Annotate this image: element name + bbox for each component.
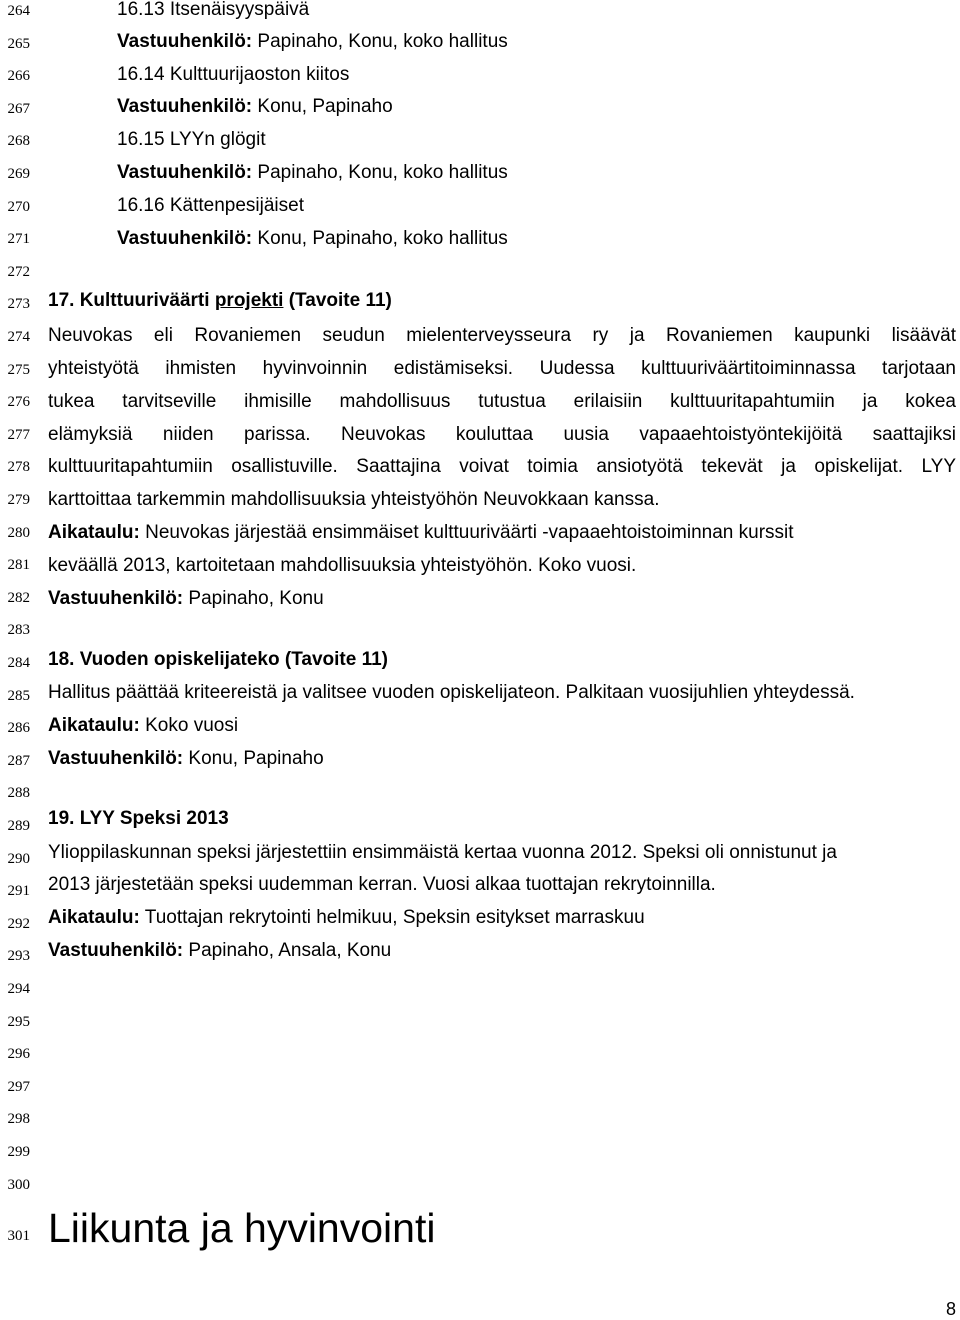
line-number: 284 — [7, 655, 30, 671]
line-number: 268 — [7, 133, 30, 150]
section-19-paragraph-line: Ylioppilaskunnan speksi järjestettiin ensimmäistä kertaa vuonna 2012. Speksi oli onnistunut ja — [48, 842, 837, 863]
item-16-14-title: 16.14 Kulttuurijaoston kiitos — [117, 64, 350, 85]
line-number: 276 — [7, 394, 30, 411]
line-number: 295 — [7, 1013, 30, 1030]
responsible-label: Vastuuhenkilö: — [117, 31, 253, 52]
line-number: 294 — [7, 981, 30, 997]
schedule-label: Aikataulu: — [48, 715, 140, 736]
schedule-label: Aikataulu: — [48, 907, 140, 928]
item-16-14-responsible — [117, 95, 393, 119]
line-number: 300 — [7, 1176, 30, 1193]
responsible-label: Vastuuhenkilö: — [117, 162, 253, 183]
line-number: 280 — [7, 524, 30, 541]
line-number: 301 — [7, 1228, 30, 1244]
section-17-paragraph-line: elämyksiä niiden parissa. Neuvokas kouluttaa uusia vapaaehtoistyöntekijöitä saattajiksi — [48, 424, 956, 445]
section-18-responsible: Vastuuhenkilö: Konu, Papinaho — [48, 748, 324, 769]
responsible-label: Vastuuhenkilö: — [48, 588, 184, 609]
line-number: 275 — [7, 361, 30, 378]
section-19-schedule: Aikataulu: Tuottajan rekrytointi helmikuu, Speksin esitykset marraskuu — [48, 907, 645, 928]
responsible-label: Vastuuhenkilö: — [117, 96, 253, 117]
line-number: 279 — [7, 492, 30, 508]
line-number: 277 — [7, 426, 30, 443]
section-19-heading: 19. LYY Speksi 2013 — [48, 808, 229, 829]
section-19-responsible: Vastuuhenkilö: Papinaho, Ansala, Konu — [48, 940, 392, 961]
line-number: 269 — [7, 166, 30, 182]
section-18-paragraph: Hallitus päättää kriteereistä ja valitsee vuoden opiskelijateon. Palkitaan vuosijuhlien yhteydessä. — [48, 682, 855, 703]
line-number: 296 — [7, 1046, 30, 1063]
line-number: 278 — [7, 459, 30, 476]
line-number: 297 — [7, 1078, 30, 1095]
line-number: 289 — [7, 818, 30, 834]
section-17-paragraph-line: tukea tarvitseville ihmisille mahdollisuus tutustua erilaisiin kulttuuritapahtumiin ja kokea — [48, 391, 956, 412]
line-number: 282 — [7, 589, 30, 606]
section-18-heading: 18. Vuoden opiskelijateko (Tavoite 11) — [48, 649, 388, 670]
responsible-names: Konu, Papinaho, koko hallitus — [252, 228, 508, 249]
item-16-16-responsible — [117, 227, 508, 251]
section-17-schedule: Aikataulu: Neuvokas järjestää ensimmäiset kulttuuriväärti -vapaaehtoistoiminnan kurssit — [48, 522, 794, 543]
line-number: 273 — [7, 296, 30, 313]
section-17-paragraph-line: kulttuuritapahtumiin osallistuville. Saattajina voivat toimia ansiotyötä tekevät ja opiskelijat. LYY — [48, 456, 956, 477]
line-number: 272 — [7, 263, 30, 280]
section-17-schedule-cont: keväällä 2013, kartoitetaan mahdollisuuksia yhteistyöhön. Koko vuosi. — [48, 555, 637, 576]
chapter-heading: Liikunta ja hyvinvointi — [48, 1205, 436, 1251]
line-number: 299 — [7, 1144, 30, 1160]
line-number: 267 — [7, 100, 30, 117]
line-number: 285 — [7, 687, 30, 704]
responsible-label: Vastuuhenkilö: — [48, 940, 184, 961]
section-19-paragraph-line: 2013 järjestetään speksi uudemman kerran. Vuosi alkaa tuottajan rekrytoinnilla. — [48, 874, 716, 895]
line-number: 274 — [7, 329, 30, 345]
item-16-15-title: 16.15 LYYn glögit — [117, 129, 266, 150]
line-number: 271 — [7, 231, 30, 248]
item-16-15-responsible — [117, 161, 508, 185]
section-17-heading: 17. Kulttuuriväärti projekti (Tavoite 11) — [48, 290, 392, 311]
line-number: 291 — [7, 883, 30, 900]
line-number: 265 — [7, 35, 30, 52]
section-17-paragraph-line: Neuvokas eli Rovaniemen seudun mielenterveysseura ry ja Rovaniemen kaupunki lisäävät — [48, 325, 956, 346]
line-number: 286 — [7, 720, 30, 737]
responsible-names: Konu, Papinaho — [252, 96, 393, 117]
line-number: 283 — [7, 622, 30, 639]
responsible-names: Papinaho, Konu, koko hallitus — [252, 31, 508, 52]
responsible-names: Papinaho, Konu, koko hallitus — [252, 162, 508, 183]
section-17-paragraph-line: karttoittaa tarkemmin mahdollisuuksia yhteistyöhön Neuvokkaan kanssa. — [48, 489, 660, 510]
schedule-label: Aikataulu: — [48, 522, 140, 543]
line-number: 287 — [7, 752, 30, 769]
line-number: 264 — [7, 3, 30, 19]
line-number: 292 — [7, 915, 30, 932]
item-16-16-title: 16.16 Kättenpesijäiset — [117, 195, 304, 216]
page-number: 8 — [945, 1299, 956, 1319]
line-number: 266 — [7, 68, 30, 85]
line-number: 288 — [7, 785, 30, 802]
line-number: 270 — [7, 198, 30, 215]
item-16-13-title: 16.13 Itsenäisyyspäivä — [117, 0, 310, 20]
line-number: 298 — [7, 1111, 30, 1128]
line-number: 281 — [7, 557, 30, 574]
item-16-13-responsible — [117, 30, 508, 54]
section-17-responsible: Vastuuhenkilö: Papinaho, Konu — [48, 588, 324, 609]
section-18-schedule: Aikataulu: Koko vuosi — [48, 715, 239, 736]
line-number: 293 — [7, 948, 30, 965]
responsible-label: Vastuuhenkilö: — [48, 748, 184, 769]
section-17-paragraph-line: yhteistyötä ihmisten hyvinvoinnin edistämiseksi. Uudessa kulttuuriväärtitoiminnassa tarjotaan — [48, 358, 956, 379]
line-number: 290 — [7, 850, 30, 867]
responsible-label: Vastuuhenkilö: — [117, 228, 253, 249]
